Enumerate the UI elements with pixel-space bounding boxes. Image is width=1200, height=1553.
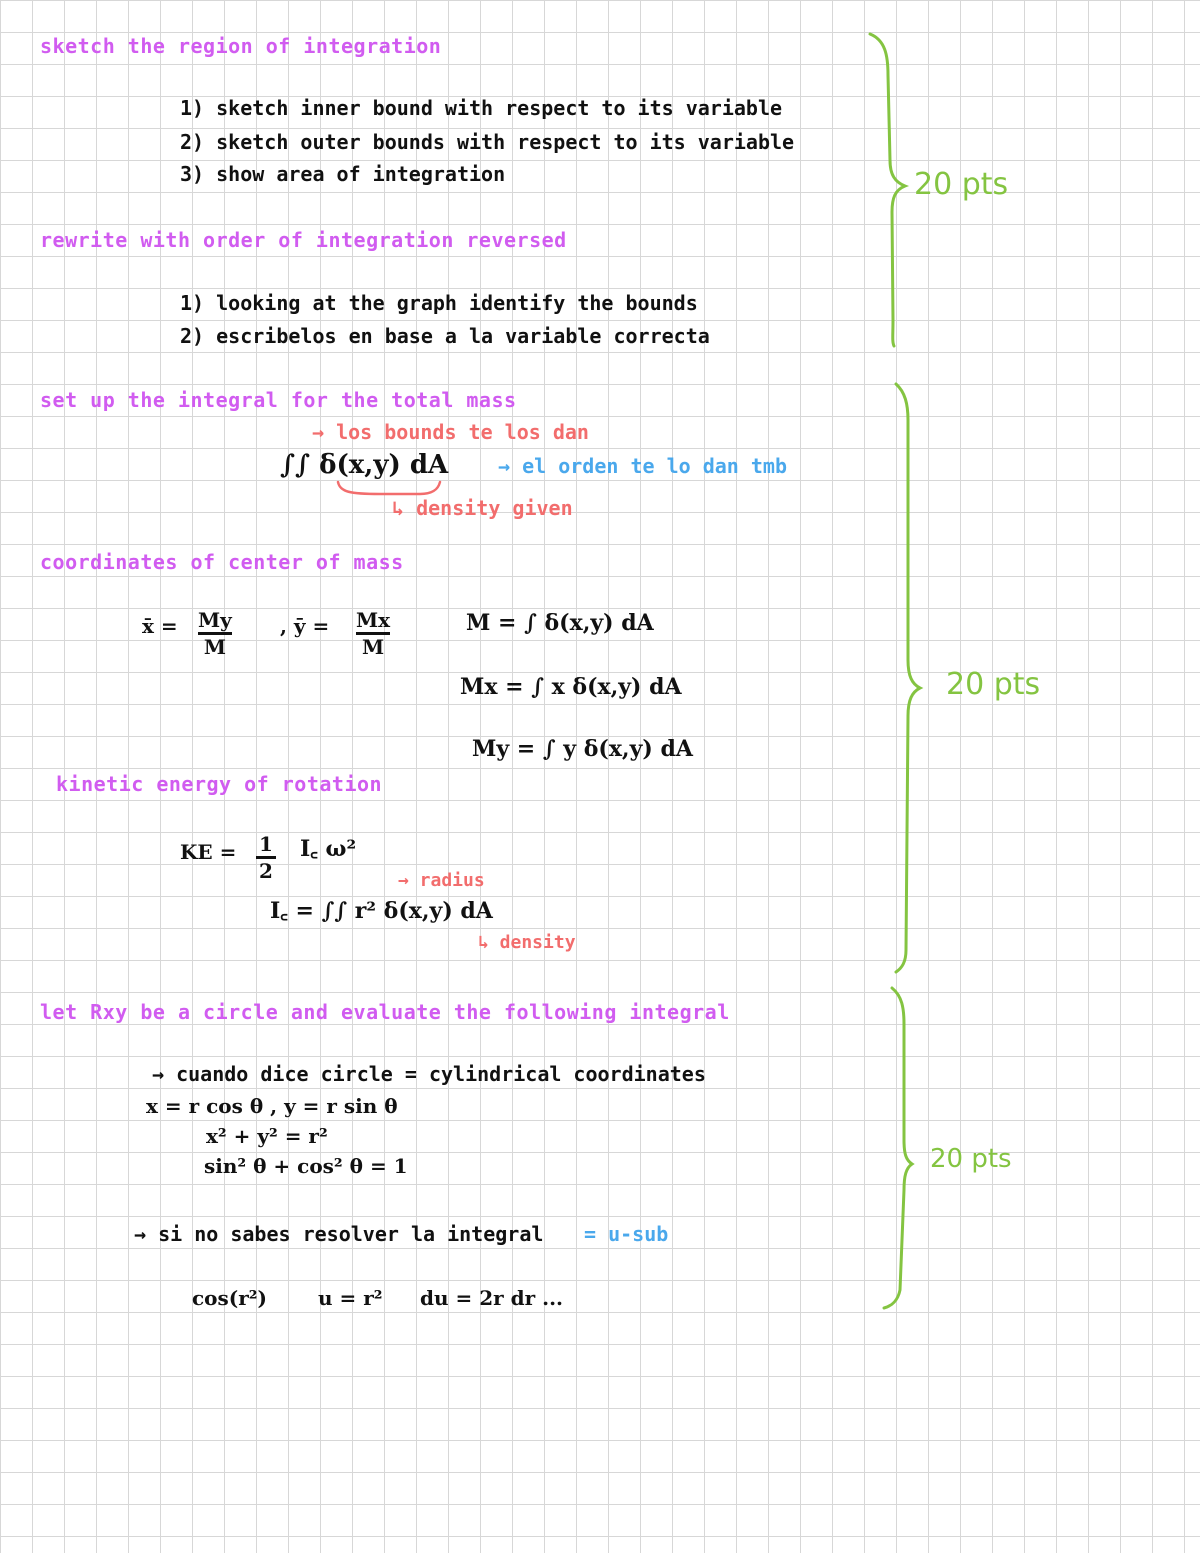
note-order-given: → el orden te lo dan tmb	[498, 454, 787, 478]
ybar-denominator: M	[361, 635, 385, 659]
heading-reverse-order: rewrite with order of integration reversed	[40, 228, 567, 252]
step-outer-bounds: 2) sketch outer bounds with respect to its variable	[180, 130, 795, 154]
line-radius-identity: x² + y² = r²	[206, 1124, 328, 1148]
brace-section-3	[884, 988, 912, 1308]
points-label-2: 20 pts	[946, 667, 1041, 702]
moment-of-inertia: I꜀ = ∫∫ r² δ(x,y) dA	[270, 898, 493, 924]
heading-center-of-mass: coordinates of center of mass	[40, 550, 404, 574]
ke-label: KE =	[180, 840, 237, 864]
ke-rhs: I꜀ ω²	[300, 836, 357, 862]
line-cylindrical-coords: → cuando dice circle = cylindrical coordinates	[152, 1062, 706, 1086]
formula-moment-y: My = ∫ y δ(x,y) dA	[472, 736, 693, 762]
brace-section-2	[896, 384, 920, 972]
note-density-given: ↳ density given	[392, 496, 573, 520]
line-trig-identity: sin² θ + cos² θ = 1	[204, 1154, 408, 1178]
heading-kinetic-energy: kinetic energy of rotation	[56, 772, 383, 796]
line-polar-substitution: x = r cos θ , y = r sin θ	[146, 1094, 398, 1118]
total-mass-integral: ∫∫ δ(x,y) dA	[280, 450, 449, 480]
step-identify-bounds: 1) looking at the graph identify the bounds	[180, 291, 698, 315]
ybar-label: , ȳ =	[280, 614, 330, 638]
line-usub-hint: → si no sabes resolver la integral	[134, 1222, 544, 1246]
heading-sketch-region: sketch the region of integration	[40, 34, 442, 58]
note-density: ↳ density	[478, 932, 576, 953]
step-write-bounds: 2) escribelos en base a la variable correcta	[180, 324, 710, 348]
ke-denominator: 2	[259, 859, 273, 883]
xbar-label: x̄ =	[142, 614, 178, 638]
density-connector	[338, 482, 440, 494]
brace-section-1	[870, 34, 905, 346]
xbar-denominator: M	[203, 635, 226, 659]
usub-tag: = u-sub	[584, 1222, 669, 1246]
formula-mass: M = ∫ δ(x,y) dA	[466, 610, 654, 636]
points-label-3: 20 pts	[930, 1144, 1012, 1174]
heading-circle-region: let Rxy be a circle and evaluate the following integral	[40, 1000, 730, 1024]
heading-total-mass: set up the integral for the total mass	[40, 388, 517, 412]
step-show-area: 3) show area of integration	[180, 162, 506, 186]
note-bounds-given: → los bounds te los dan	[312, 420, 589, 444]
points-label-1: 20 pts	[914, 167, 1009, 202]
formula-moment-x: Mx = ∫ x δ(x,y) dA	[460, 674, 682, 700]
step-inner-bound: 1) sketch inner bound with respect to its variable	[180, 96, 783, 120]
example-expression: cos(r²)	[192, 1286, 267, 1310]
ke-numerator: 1	[259, 832, 273, 856]
example-u: u = r²	[318, 1286, 383, 1310]
note-radius: → radius	[398, 870, 485, 891]
example-du: du = 2r dr ...	[420, 1286, 563, 1310]
xbar-numerator: My	[198, 608, 232, 632]
ybar-numerator: Mx	[356, 608, 391, 632]
